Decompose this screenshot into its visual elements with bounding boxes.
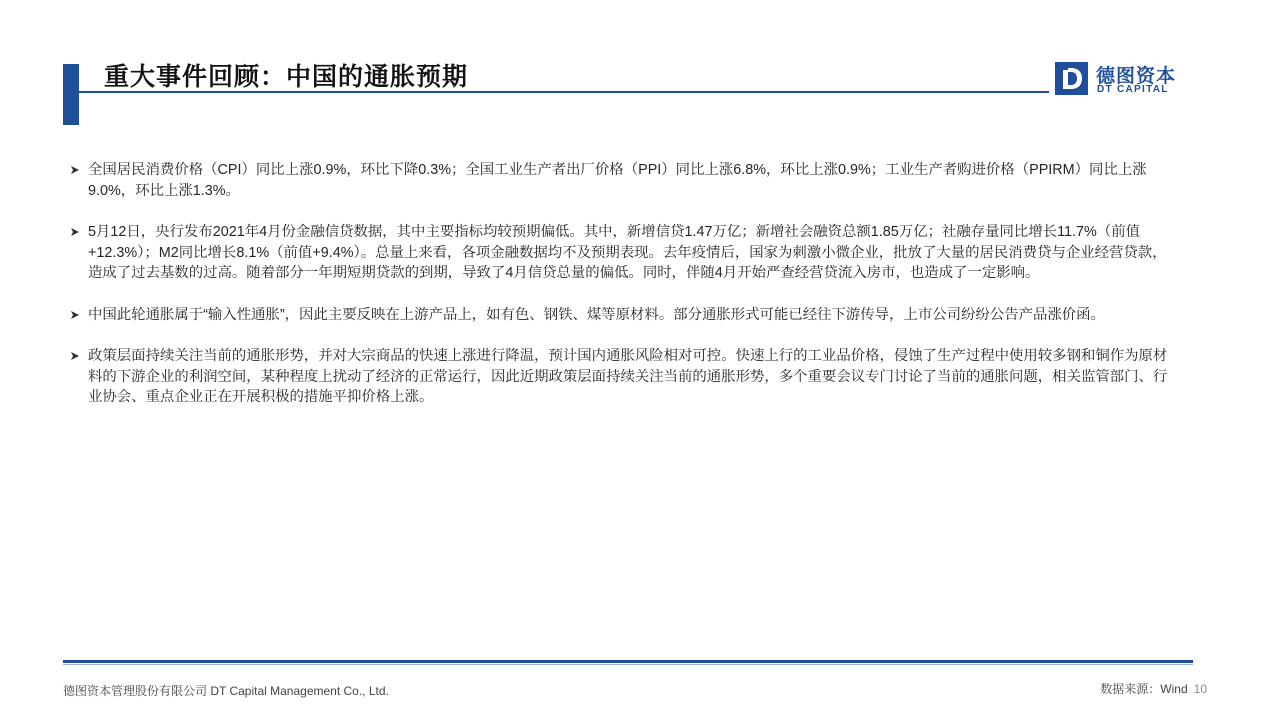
footer-divider xyxy=(63,660,1193,663)
arrow-bullet-icon xyxy=(70,351,80,361)
bullet-item xyxy=(70,222,1175,284)
footer-company: 德图资本管理股份有限公司 DT Capital Management Co., Ltd. xyxy=(63,684,389,698)
footer-source xyxy=(1100,680,1207,697)
arrow-bullet-icon xyxy=(70,165,80,175)
page-title: 重大事件回顾：中国的通胀预期 xyxy=(104,63,469,91)
arrow-bullet-icon xyxy=(70,227,80,237)
title-accent-bar xyxy=(63,64,79,125)
bullet-item xyxy=(70,160,1175,201)
bullet-text: 全国居民消费价格（CPI）同比上涨0.9%，环比下降0.3%；全国工业生产者出厂价格（PPI）同比上涨6.8%，环比上涨0.9%；工业生产者购进价格（PPIRM）同比上涨9.0%，环比上涨1.3%。 xyxy=(88,162,1147,199)
footer-divider-thin xyxy=(63,664,1193,665)
dt-logo-icon xyxy=(1055,62,1088,95)
logo-name-cn: 德图资本 xyxy=(1096,66,1177,87)
logo-name-en: DT CAPITAL xyxy=(1097,84,1169,95)
page-number: 10 xyxy=(1193,682,1207,696)
data-source: 数据来源：Wind xyxy=(1100,682,1188,696)
arrow-bullet-icon xyxy=(70,310,80,320)
bullet-item xyxy=(70,346,1175,408)
bullet-text: 政策层面持续关注当前的通胀形势，并对大宗商品的快速上涨进行降温，预计国内通胀风险相对可控。快速上行的工业品价格，侵蚀了生产过程中使用较多钢和铜作为原材料的下游企业的利润空间，某种程度上扰动了经济的正常运行，因此近期政策层面持续关注当前的通胀形势，多个重要会议专门讨论了当前的通胀问题，相关监管部门、行业协会、重点企业正在开展积极的措施平抑价格上涨。 xyxy=(88,348,1168,405)
company-logo xyxy=(1055,62,1185,96)
title-divider xyxy=(79,91,1049,93)
bullet-text: 5月12日，央行发布2021年4月份金融信贷数据，其中主要指标均较预期偏低。其中，新增信贷1.47万亿；新增社会融资总额1.85万亿；社融存量同比增长11.7%（前值+12.3%）；M2同比增长8.1%（前值+9.4%）。总量上来看，各项金融数据均不及预期表现。去年疫情后，国家为刺激小微企业，批放了大量的居民消费贷与企业经营贷款，造成了过去基数的过高。随着部分一年期短期贷款的到期，导致了4月信贷总量的偏低。同时，伴随4月开始严查经营贷流入房市，也造成了一定影响。 xyxy=(88,224,1167,281)
bullet-list xyxy=(70,160,1175,429)
bullet-text: 中国此轮通胀属于“输入性通胀”，因此主要反映在上游产品上，如有色、钢铁、煤等原材料。部分通胀形式可能已经往下游传导，上市公司纷纷公告产品涨价函。 xyxy=(88,306,1105,323)
bullet-item xyxy=(70,305,1175,326)
